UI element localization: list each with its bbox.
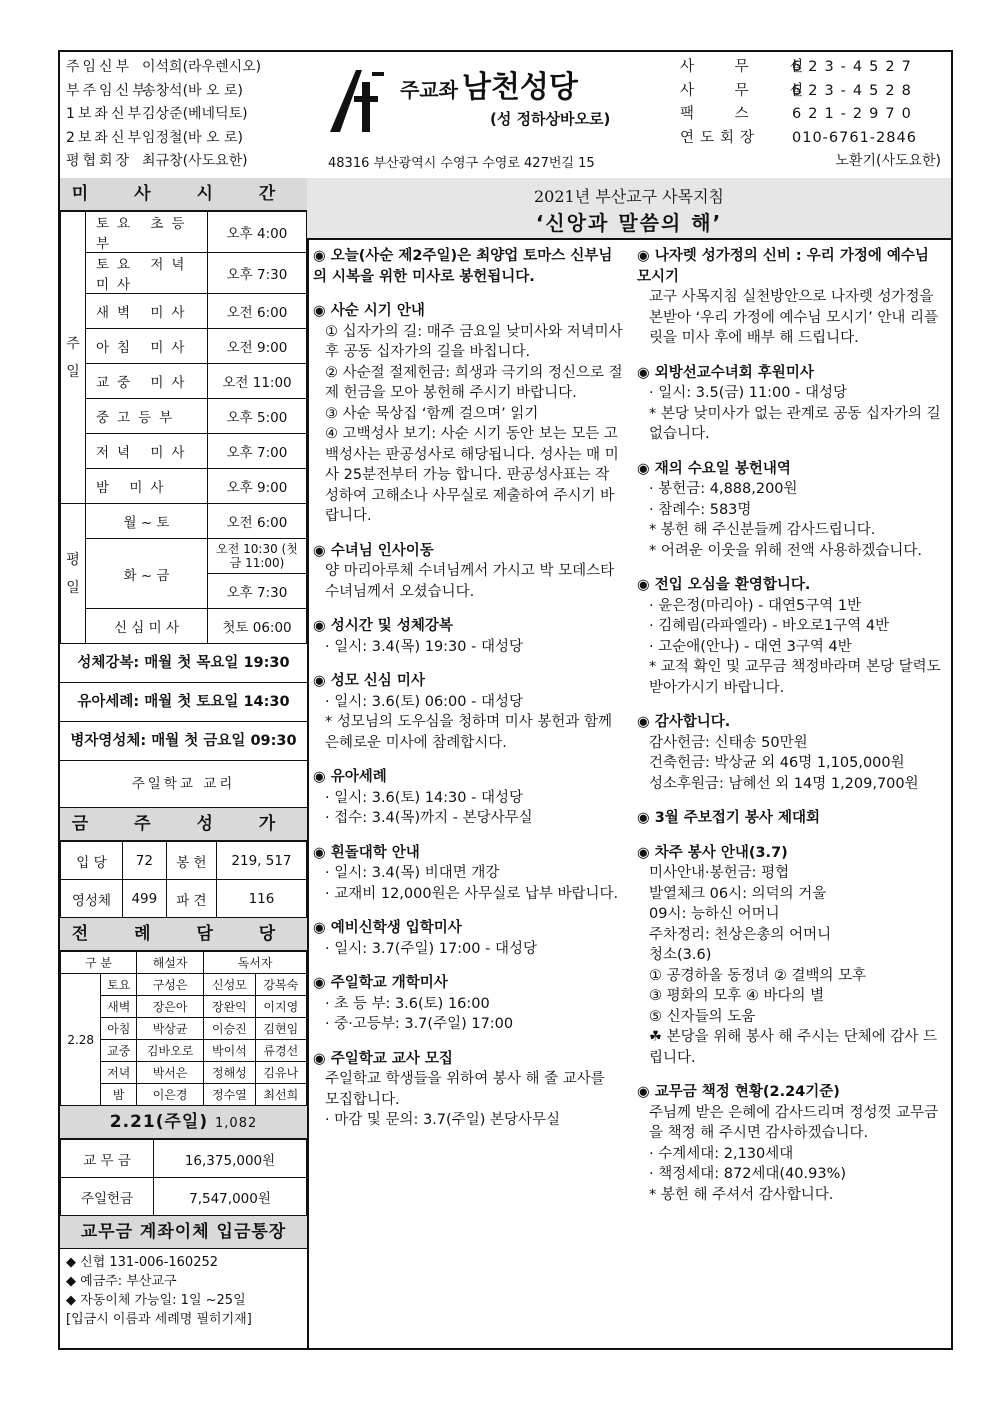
notice-heading: ◉ 예비신학생 입학미사 [313,918,623,939]
notice-item [313,767,623,829]
address: 48316 부산광역시 수영구 수영로 427번길 15 [328,156,595,171]
sunday-school-label: 주일학교 교리 [60,761,307,808]
notice-item [637,712,947,794]
notice-item [313,301,623,527]
liturgy-duty-title: 전 례 담 당 [60,918,307,951]
staff-row: 주임신부 이석희(라우렌시오) [66,59,262,75]
notice-heading: ◉ 성시간 및 성체강복 [313,616,623,637]
notice-line: · 고순애(안나) - 대연 3구역 4반 [649,638,852,655]
contact-row: 연도회장 010-6761-2846 [680,129,917,146]
notice-line: · 윤은정(마리아) - 대연5구역 1반 [649,597,862,614]
notice-line: · 김혜림(라파엘라) - 바오로1구역 4반 [649,618,890,634]
notice-line: 주님께 받은 은혜에 감사드리며 정성껏 교무금을 책정 해 주시면 감사하겠습니다. [649,1104,939,1141]
notice-item [313,541,623,603]
pastoral-motto: 2021년 부산교구 사목지침 ‘신앙과 말씀의 해’ [307,178,951,240]
staff-list [66,56,261,174]
weekday-label: 평일 [61,504,86,644]
notice-heading: ◉ 주일학교 개학미사 [313,973,623,994]
notice-line: 주차정리: 천상은총의 어머니 [649,926,832,943]
notice-heading: ◉ 감사합니다. [637,712,947,733]
staff-row: 2보좌신부임정철(바 오 로) [66,129,243,146]
notice-item [313,616,623,657]
contact-row: 팩 스 621-2970 [680,106,918,122]
notice-item [313,843,623,905]
notice-line: ② 사순절 절제헌금: 희생과 극기의 정신으로 절제 헌금을 모아 봉헌해 주시기 바랍니다. [325,364,623,401]
notice-line: 주일학교 학생들을 위하여 봉사 해 줄 교사를 모집합니다. [325,1071,605,1108]
notice-line: · 수계세대: 2,130세대 [649,1145,794,1162]
notice-line: · 일시: 3.4(목) 비대면 개강 [325,865,500,881]
notice-line: * 봉헌 해 주신분들께 감사드립니다. [649,522,876,538]
notice-heading: ◉ 흰돌대학 안내 [313,843,623,864]
offering-date-title: 2.21(주일) 1,082 [60,1106,307,1139]
notice-heading: ◉ 주일학교 교사 모집 [313,1049,623,1070]
notice-line: * 교적 확인 및 교무금 책정바라며 본당 달력도 받아가시기 바랍니다. [649,659,941,696]
infant-baptism-note: 유아세례: 매월 첫 토요일 14:30 [60,683,307,722]
church-name: 주교좌 남천성당 [400,70,578,105]
notice-line: 감사헌금: 신태송 50만원 [649,734,808,751]
staff-row: 평협회장 최규창(사도요한) [66,153,248,169]
notice-line: ③ 평화의 모후 ④ 바다의 별 [649,988,825,1004]
staff-row: 부주임신부송창석(바 오 로) [66,82,243,99]
notice-line: 성소후원금: 남혜선 외 14명 1,209,700원 [649,775,919,792]
patron-saint: (성 정하상바오로) [490,110,611,128]
notice-line: ☘ 본당을 위해 봉사 해 주시는 단체에 감사 드립니다. [649,1029,937,1066]
notice-item [637,808,947,829]
notice-heading: ◉ 나자렛 성가정의 신비 : 우리 가정에 예수님 모시기 [637,246,947,287]
notice-item [313,973,623,1035]
notice-line: ⑤ 신자들의 도움 [649,1008,756,1025]
notice-heading: ◉ 오늘(사순 제2주일)은 최양업 토마스 신부님의 시복을 위한 미사로 봉헌됩니다. [313,246,623,287]
mass-time-table: 주일 토요 초등부 오후 4:00 토요 저녁미사 오후 7:30 새벽 미사 오전 6:00 아침 미사 오전 9:00 교중 미사 오전 11:00 중고등부 오후 5:00 저녁 미사 오후 7:00 밤 미사 오후 9:00 평일 월 ~ 토 오전 6:00 화 ~ 금 오전 10:30 (첫금 11:00) 오후 7:30 신 심 미 사 첫토 06:00 [60,211,307,644]
yeondo-name: 노환기(사도요한) [835,153,941,169]
notice-line: · 접수: 3.4(목)까지 - 본당사무실 [325,810,533,826]
notice-line: 교구 사목지침 실천방안으로 나자렛 성가정을 본받아 ‘우리 가정에 예수님 모시기’ 안내 리플릿을 미사 후에 배부 해 드립니다. [649,289,938,346]
notice-line: ④ 고백성사 보기: 사순 시기 동안 보는 모든 고백성사는 판공성사로 해당됩니다. 성사는 매 미사 25분전부터 가능 합니다. 판공성사표는 작성하여 고해소나 사무실로 제출하여 주시기 바랍니다. [325,426,619,524]
notice-line: · 참례수: 583명 [649,501,752,518]
notice-heading: ◉ 외방선교수녀회 후원미사 [637,363,947,384]
notice-heading: ◉ 전입 오심을 환영합니다. [637,575,947,596]
notice-line: · 중·고등부: 3.7(주일) 17:00 [325,1016,514,1032]
contacts [680,56,918,150]
notice-item [637,1082,947,1205]
church-logo-icon [326,62,386,134]
notice-line: 건축헌금: 박상균 외 46명 1,105,000원 [649,755,905,771]
notice-line: 발열체크 06시: 의덕의 거울 [649,885,827,902]
notice-line: ① 공경하올 동정녀 ② 결백의 모후 [649,967,867,984]
notice-line: 09시: 능하신 어머니 [649,906,780,922]
notice-line: · 일시: 3.7(주일) 17:00 - 대성당 [325,940,537,957]
notice-item [637,843,947,1069]
hymn-table: 입 당 72 봉 헌 219, 517 영성체 499 파 견 116 [60,841,307,918]
notice-line: * 봉헌 해 주셔서 감사합니다. [649,1186,834,1203]
bulletin-page [58,50,953,1350]
notice-item [637,246,947,349]
sunday-label: 주일 [61,212,86,504]
notice-heading: ◉ 성모 신심 미사 [313,671,623,692]
notice-line: ③ 사순 묵상집 ‘함께 걸으며’ 읽기 [325,405,539,422]
contact-row: 사 무 실623-4527 [680,59,918,75]
notice-line: · 마감 및 문의: 3.7(주일) 본당사무실 [325,1112,560,1128]
notice-line: · 일시: 3.4(목) 19:30 - 대성당 [325,638,523,655]
main-content [307,178,951,1348]
staff-row: 1보좌신부김상준(베네딕토) [66,106,248,122]
notice-line: * 어려운 이웃을 위해 전액 사용하겠습니다. [649,542,923,559]
notice-item [637,575,947,698]
notice-line: · 일시: 3.5(금) 11:00 - 대성당 [649,385,847,401]
notice-column-left [313,246,623,1145]
notice-line: 양 마리아루체 수녀님께서 가시고 박 모데스타 수녀님께서 오셨습니다. [325,563,615,600]
notice-heading: ◉ 교무금 책정 현황(2.24기준) [637,1082,947,1103]
notice-heading: ◉ 차주 봉사 안내(3.7) [637,843,947,864]
account-title: 교무금 계좌이체 입금통장 [60,1216,307,1249]
notice-heading: ◉ 재의 수요일 봉헌내역 [637,459,947,480]
notice-heading: ◉ 수녀님 인사이동 [313,541,623,562]
notice-item [313,1049,623,1131]
notice-line: ① 십자가의 길: 매주 금요일 낮미사와 저녁미사 후 공동 십자가의 길을 바칩니다. [325,323,623,360]
liturgy-duty-table: 구 분 해설자 독서자 2.28 토요 구성은 신성모 강복숙 새벽 장은아 장완익 이지영 아침 박상균 이승진 김현임 교중 김바오로 박이석 류경선 저녁 박서은 정해성 김유나 밤 이은경 정수열 최선희 [60,951,307,1106]
notice-column-right [637,246,947,1219]
notice-line: · 책정세대: 872세대(40.93%) [649,1166,847,1182]
notice-heading: ◉ 유아세례 [313,767,623,788]
notice-line: · 초 등 부: 3.6(토) 16:00 [325,995,490,1012]
notice-item [313,918,623,959]
notice-line: · 일시: 3.6(토) 14:30 - 대성당 [325,789,523,806]
notice-item [313,246,623,287]
hymn-title: 금 주 성 가 [60,808,307,841]
notice-line: · 봉헌금: 4,888,200원 [649,481,798,497]
benediction-note: 성체강복: 매월 첫 목요일 19:30 [60,644,307,683]
notice-line: · 교재비 12,000원은 사무실로 납부 바랍니다. [325,885,619,902]
notice-item [313,671,623,753]
notice-item [637,363,947,445]
notice-heading: ◉ 3월 주보접기 봉사 제대회 [637,808,947,829]
notice-line: * 본당 낮미사가 없는 관계로 공동 십자가의 길 없습니다. [649,405,941,442]
notice-line: 미사안내·봉헌금: 평협 [649,865,790,881]
account-info: ◆ 신협 131-006-160252 ◆ 예금주: 부산교구 ◆ 자동이체 가능일: 1일 ~25일 [입금시 이름과 세례명 필히기재] [66,1255,252,1327]
offering-table: 교 무 금 16,375,000원 주일헌금 7,547,000원 [60,1139,307,1216]
contact-row: 사 무 실623-4528 [680,82,918,99]
notice-heading: ◉ 사순 시기 안내 [313,301,623,322]
mass-time-title: 미 사 시 간 [60,178,307,211]
notice-line: * 성모님의 도우심을 청하며 미사 봉헌과 함께 은혜로운 미사에 참례합시다. [325,714,613,751]
notice-line: 청소(3.6) [649,947,712,963]
sick-communion-note: 병자영성체: 매월 첫 금요일 09:30 [60,722,307,761]
left-sidebar [60,178,309,1348]
notice-line: · 일시: 3.6(토) 06:00 - 대성당 [325,693,523,710]
header [60,52,951,180]
notice-item [637,459,947,562]
